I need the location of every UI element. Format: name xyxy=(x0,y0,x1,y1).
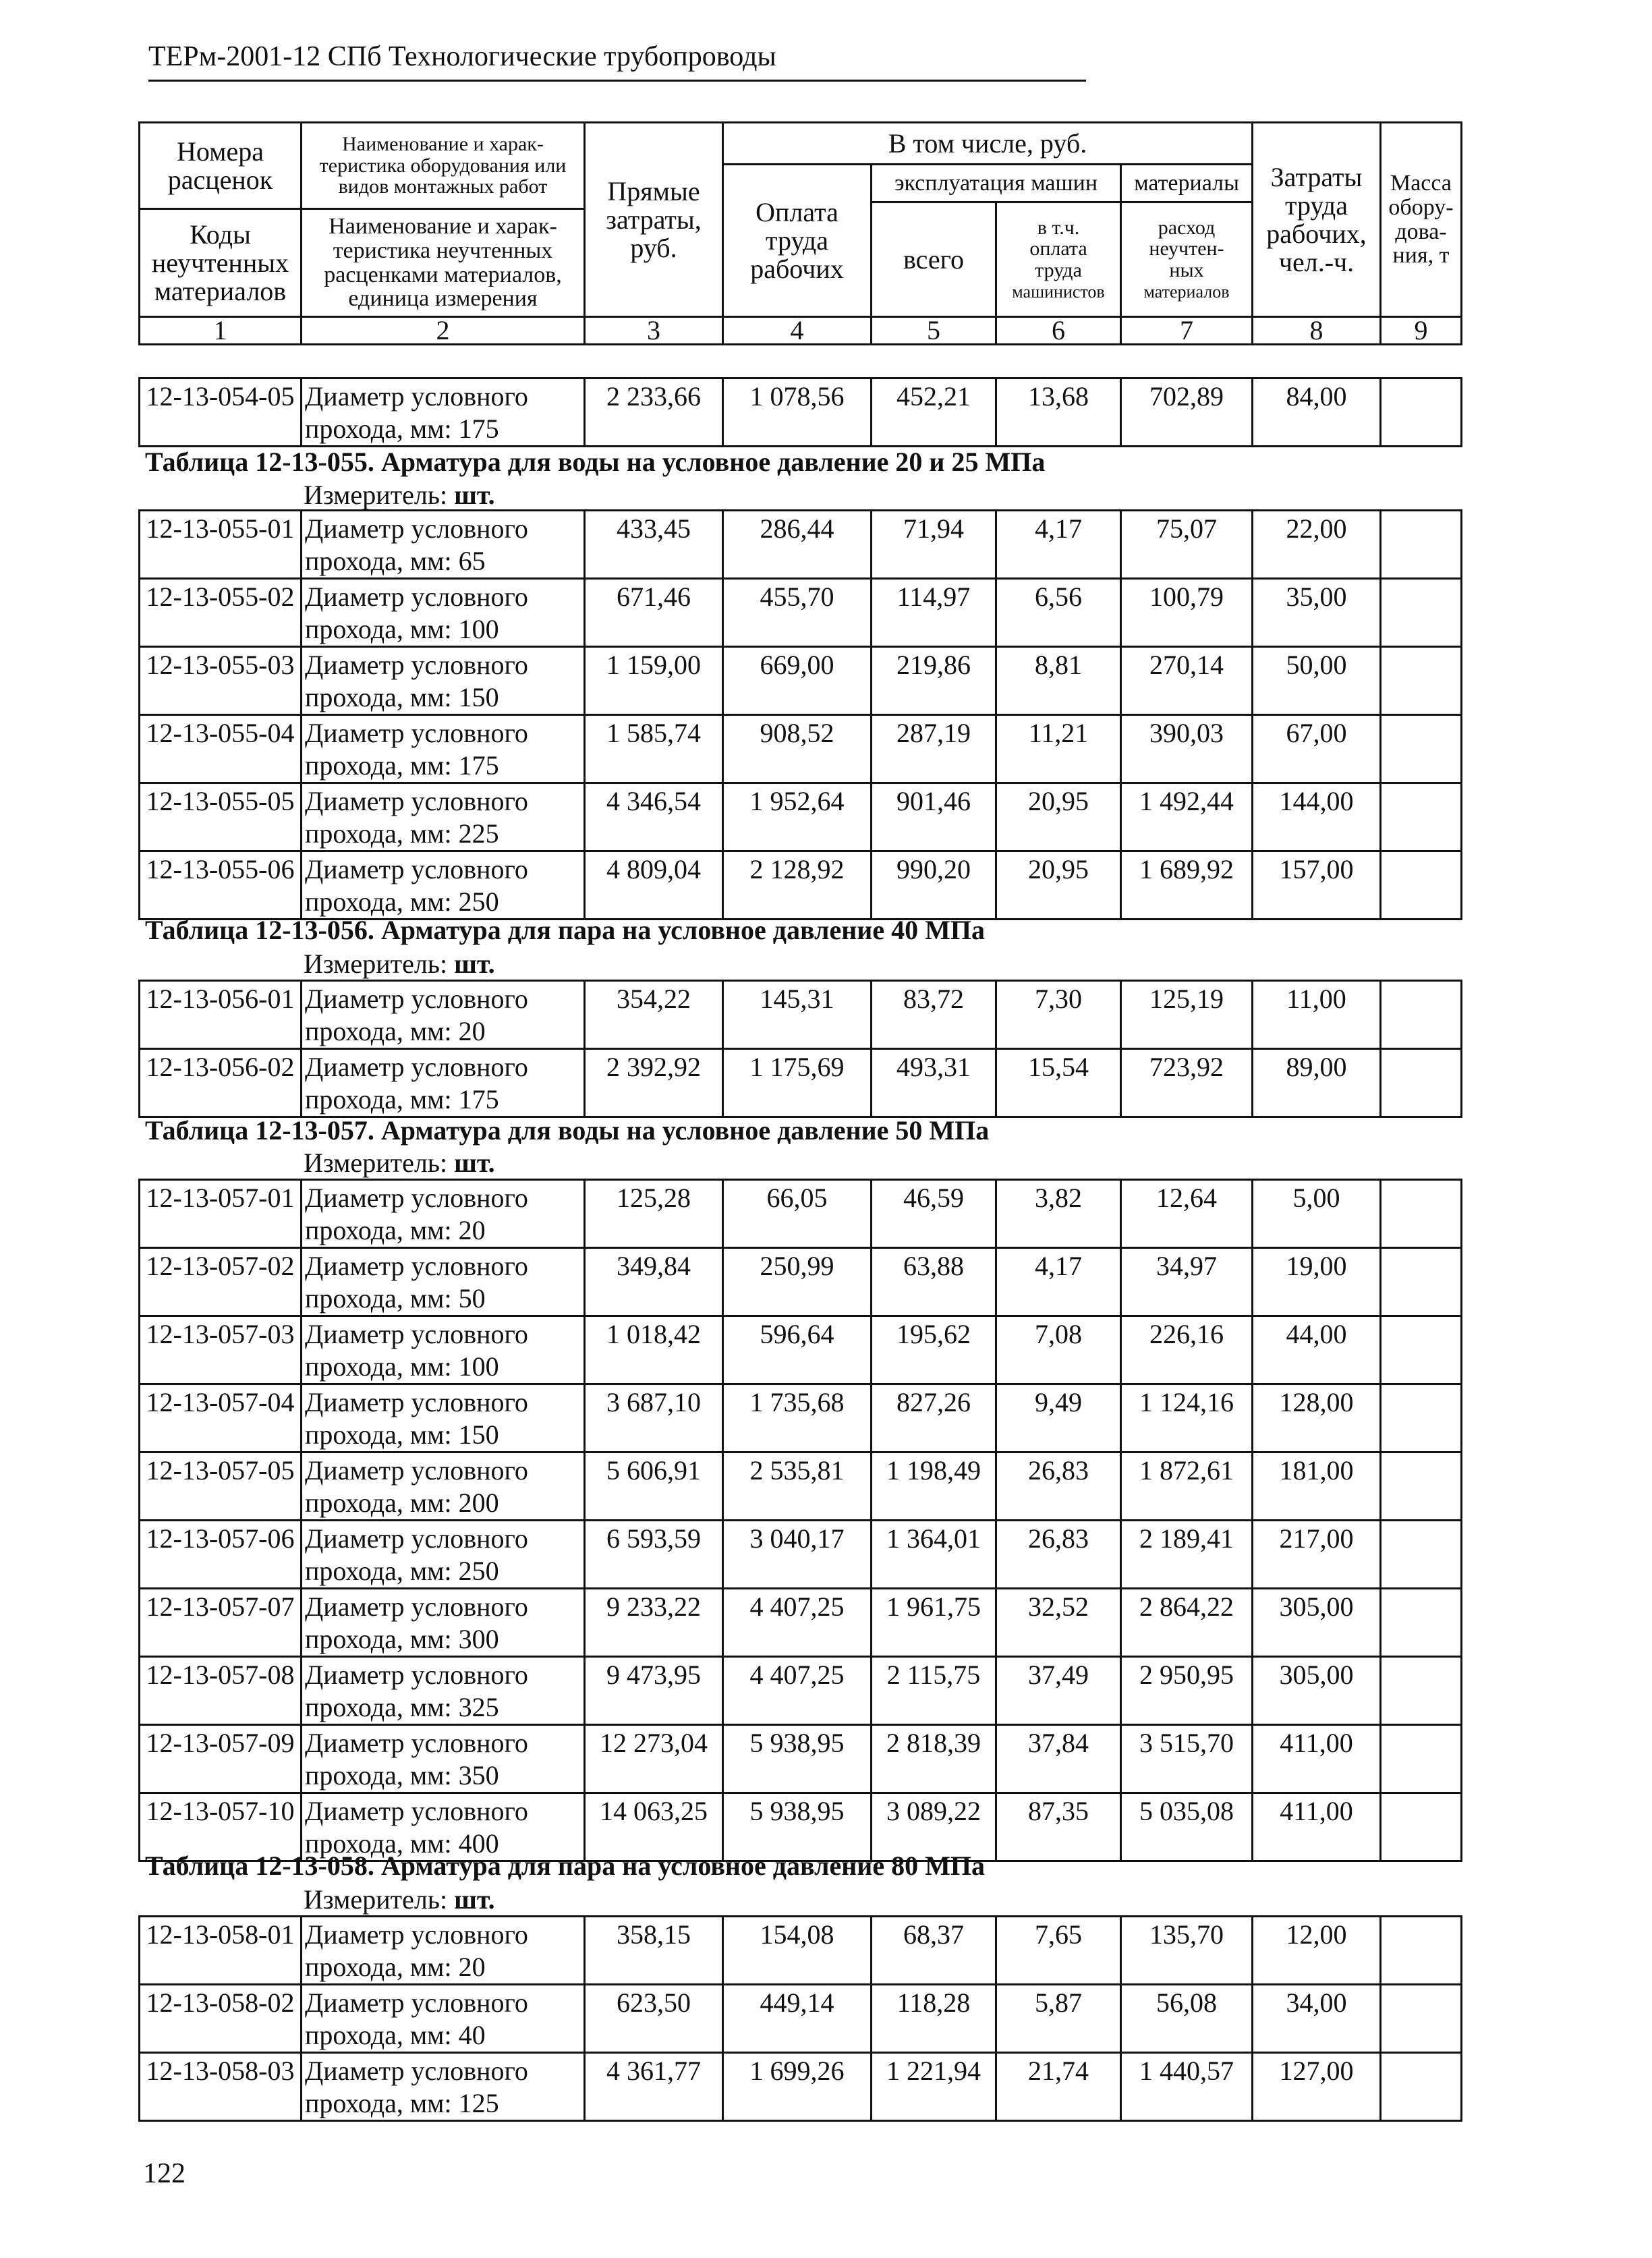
machines-total: 195,62 xyxy=(872,1316,996,1384)
work-name: Диаметр условного прохода, мм: 20 xyxy=(302,1917,585,1985)
machines-total: 827,26 xyxy=(872,1384,996,1452)
rate-code: 12-13-057-01 xyxy=(140,1180,302,1248)
equipment-mass xyxy=(1381,511,1462,579)
direct-costs: 12 273,04 xyxy=(585,1725,723,1793)
machinist-pay: 4,17 xyxy=(996,1248,1121,1316)
materials: 100,79 xyxy=(1121,579,1253,647)
worker-pay: 5 938,95 xyxy=(723,1793,872,1861)
direct-costs: 14 063,25 xyxy=(585,1793,723,1861)
direct-costs: 9 233,22 xyxy=(585,1589,723,1657)
labor-hours: 11,00 xyxy=(1253,981,1381,1049)
direct-costs: 125,28 xyxy=(585,1180,723,1248)
machinist-pay: 26,83 xyxy=(996,1452,1121,1521)
header-material-codes: Коды неучтенных материалов xyxy=(140,209,302,317)
direct-costs: 671,46 xyxy=(585,579,723,647)
labor-hours: 50,00 xyxy=(1253,647,1381,715)
work-name: Диаметр условного прохода, мм: 125 xyxy=(302,2053,585,2121)
table-caption-056: Таблица 12-13-056. Арматура для пара на условное давление 40 МПа xyxy=(145,915,985,945)
work-name: Диаметр условного прохода, мм: 150 xyxy=(302,647,585,715)
machines-total: 287,19 xyxy=(872,715,996,783)
machines-total: 1 221,94 xyxy=(872,2053,996,2121)
work-name: Диаметр условного прохода, мм: 225 xyxy=(302,783,585,851)
table-row xyxy=(140,981,1462,1049)
labor-hours: 12,00 xyxy=(1253,1917,1381,1985)
machines-total: 2 115,75 xyxy=(872,1657,996,1725)
work-name: Диаметр условного прохода, мм: 175 xyxy=(302,378,585,447)
materials: 2 189,41 xyxy=(1121,1521,1253,1589)
machines-total: 493,31 xyxy=(872,1049,996,1117)
equipment-mass xyxy=(1381,1657,1462,1725)
machinist-pay: 20,95 xyxy=(996,783,1121,851)
labor-hours: 19,00 xyxy=(1253,1248,1381,1316)
machinist-pay: 13,68 xyxy=(996,378,1121,447)
worker-pay: 250,99 xyxy=(723,1248,872,1316)
machinist-pay: 21,74 xyxy=(996,2053,1121,2121)
labor-hours: 44,00 xyxy=(1253,1316,1381,1384)
equipment-mass xyxy=(1381,1917,1462,1985)
rate-code: 12-13-057-02 xyxy=(140,1248,302,1316)
header-machinist-pay: в т.ч. оплата труда машинистов xyxy=(996,202,1121,317)
worker-pay: 455,70 xyxy=(723,579,872,647)
equipment-mass xyxy=(1381,715,1462,783)
materials: 723,92 xyxy=(1121,1049,1253,1117)
materials: 1 124,16 xyxy=(1121,1384,1253,1452)
work-name: Диаметр условного прохода, мм: 40 xyxy=(302,1985,585,2053)
materials: 2 864,22 xyxy=(1121,1589,1253,1657)
worker-pay: 1 735,68 xyxy=(723,1384,872,1452)
worker-pay: 4 407,25 xyxy=(723,1589,872,1657)
header-materials: материалы xyxy=(1121,165,1253,202)
table-row xyxy=(140,579,1462,647)
table-row xyxy=(140,715,1462,783)
equipment-mass xyxy=(1381,1725,1462,1793)
worker-pay: 2 535,81 xyxy=(723,1452,872,1521)
table-row xyxy=(140,1180,1462,1248)
direct-costs: 354,22 xyxy=(585,981,723,1049)
machines-total: 990,20 xyxy=(872,851,996,920)
machines-total: 71,94 xyxy=(872,511,996,579)
work-name: Диаметр условного прохода, мм: 350 xyxy=(302,1725,585,1793)
rate-code: 12-13-055-02 xyxy=(140,579,302,647)
equipment-mass xyxy=(1381,851,1462,920)
labor-hours: 127,00 xyxy=(1253,2053,1381,2121)
table-row xyxy=(140,2053,1462,2121)
worker-pay: 669,00 xyxy=(723,647,872,715)
header-labor-hours: Затраты труда рабочих, чел.-ч. xyxy=(1253,123,1381,317)
worker-pay: 1 175,69 xyxy=(723,1049,872,1117)
unit-label-057: Измеритель: шт. xyxy=(304,1148,495,1178)
machinist-pay: 8,81 xyxy=(996,647,1121,715)
direct-costs: 4 346,54 xyxy=(585,783,723,851)
table-row xyxy=(140,1452,1462,1521)
rate-code: 12-13-057-06 xyxy=(140,1521,302,1589)
machines-total: 2 818,39 xyxy=(872,1725,996,1793)
table-row xyxy=(140,378,1462,447)
machines-total: 1 364,01 xyxy=(872,1521,996,1589)
equipment-mass xyxy=(1381,647,1462,715)
direct-costs: 1 585,74 xyxy=(585,715,723,783)
rate-code: 12-13-057-04 xyxy=(140,1384,302,1452)
rate-code: 12-13-058-01 xyxy=(140,1917,302,1985)
materials: 34,97 xyxy=(1121,1248,1253,1316)
table-row xyxy=(140,1917,1462,1985)
unit-label-055: Измеритель: шт. xyxy=(304,480,495,510)
equipment-mass xyxy=(1381,1985,1462,2053)
work-name: Диаметр условного прохода, мм: 175 xyxy=(302,1049,585,1117)
table-row xyxy=(140,1384,1462,1452)
header-unaccounted-materials: расход неучтен- ных материалов xyxy=(1121,202,1253,317)
worker-pay: 908,52 xyxy=(723,715,872,783)
work-name: Диаметр условного прохода, мм: 100 xyxy=(302,579,585,647)
column-header-table xyxy=(138,121,1462,345)
work-name: Диаметр условного прохода, мм: 20 xyxy=(302,1180,585,1248)
equipment-mass xyxy=(1381,1180,1462,1248)
equipment-mass xyxy=(1381,1384,1462,1452)
direct-costs: 4 809,04 xyxy=(585,851,723,920)
work-name: Диаметр условного прохода, мм: 65 xyxy=(302,511,585,579)
rate-code: 12-13-055-05 xyxy=(140,783,302,851)
machines-total: 219,86 xyxy=(872,647,996,715)
table-12-13-058 xyxy=(138,1915,1462,2122)
table-row xyxy=(140,1049,1462,1117)
direct-costs: 4 361,77 xyxy=(585,2053,723,2121)
unit-label-056: Измеритель: шт. xyxy=(304,949,495,979)
machines-total: 1 961,75 xyxy=(872,1589,996,1657)
worker-pay: 5 938,95 xyxy=(723,1725,872,1793)
direct-costs: 6 593,59 xyxy=(585,1521,723,1589)
table-12-13-056 xyxy=(138,980,1462,1118)
machinist-pay: 20,95 xyxy=(996,851,1121,920)
work-name: Диаметр условного прохода, мм: 50 xyxy=(302,1248,585,1316)
rate-code: 12-13-056-02 xyxy=(140,1049,302,1117)
worker-pay: 1 699,26 xyxy=(723,2053,872,2121)
work-name: Диаметр условного прохода, мм: 325 xyxy=(302,1657,585,1725)
header-equipment-mass: Масса обору- дова- ния, т xyxy=(1381,123,1462,317)
table-caption-055: Таблица 12-13-055. Арматура для воды на условное давление 20 и 25 МПа xyxy=(145,447,1046,477)
table-row xyxy=(140,1248,1462,1316)
labor-hours: 22,00 xyxy=(1253,511,1381,579)
direct-costs: 1 018,42 xyxy=(585,1316,723,1384)
table-12-13-057 xyxy=(138,1179,1462,1862)
direct-costs: 1 159,00 xyxy=(585,647,723,715)
work-name: Диаметр условного прохода, мм: 250 xyxy=(302,851,585,920)
rate-code: 12-13-055-01 xyxy=(140,511,302,579)
materials: 125,19 xyxy=(1121,981,1253,1049)
machinist-pay: 9,49 xyxy=(996,1384,1121,1452)
labor-hours: 84,00 xyxy=(1253,378,1381,447)
table-row xyxy=(140,1657,1462,1725)
machines-total: 83,72 xyxy=(872,981,996,1049)
rate-code: 12-13-055-03 xyxy=(140,647,302,715)
labor-hours: 411,00 xyxy=(1253,1793,1381,1861)
header-work-description: Наименование и харак- теристика оборудования или видов монтажных работ xyxy=(302,123,585,209)
materials: 1 440,57 xyxy=(1121,2053,1253,2121)
labor-hours: 144,00 xyxy=(1253,783,1381,851)
equipment-mass xyxy=(1381,1521,1462,1589)
rate-code: 12-13-057-07 xyxy=(140,1589,302,1657)
direct-costs: 9 473,95 xyxy=(585,1657,723,1725)
rate-code: 12-13-058-03 xyxy=(140,2053,302,2121)
column-numbers-row: 1 2 3 4 5 6 7 8 9 xyxy=(140,317,1462,345)
table-row xyxy=(140,511,1462,579)
work-name: Диаметр условного прохода, мм: 400 xyxy=(302,1793,585,1861)
machinist-pay: 6,56 xyxy=(996,579,1121,647)
worker-pay: 1 078,56 xyxy=(723,378,872,447)
header-material-description: Наименование и харак- теристика неучтенных расценками материалов, единица измерения xyxy=(302,209,585,317)
equipment-mass xyxy=(1381,1248,1462,1316)
unit-label-058: Измеритель: шт. xyxy=(304,1884,495,1915)
equipment-mass xyxy=(1381,783,1462,851)
machinist-pay: 11,21 xyxy=(996,715,1121,783)
direct-costs: 5 606,91 xyxy=(585,1452,723,1521)
materials: 75,07 xyxy=(1121,511,1253,579)
machines-total: 68,37 xyxy=(872,1917,996,1985)
worker-pay: 2 128,92 xyxy=(723,851,872,920)
header-machines: эксплуатация машин xyxy=(872,165,1121,202)
work-name: Диаметр условного прохода, мм: 20 xyxy=(302,981,585,1049)
direct-costs: 2 233,66 xyxy=(585,378,723,447)
rate-code: 12-13-057-09 xyxy=(140,1725,302,1793)
labor-hours: 35,00 xyxy=(1253,579,1381,647)
rate-code: 12-13-055-06 xyxy=(140,851,302,920)
rate-code: 12-13-057-08 xyxy=(140,1657,302,1725)
machinist-pay: 3,82 xyxy=(996,1180,1121,1248)
materials: 702,89 xyxy=(1121,378,1253,447)
machinist-pay: 87,35 xyxy=(996,1793,1121,1861)
machinist-pay: 37,49 xyxy=(996,1657,1121,1725)
equipment-mass xyxy=(1381,1316,1462,1384)
machinist-pay: 15,54 xyxy=(996,1049,1121,1117)
header-worker-pay: Оплата труда рабочих xyxy=(723,165,872,317)
equipment-mass xyxy=(1381,1793,1462,1861)
labor-hours: 34,00 xyxy=(1253,1985,1381,2053)
equipment-mass xyxy=(1381,2053,1462,2121)
worker-pay: 145,31 xyxy=(723,981,872,1049)
materials: 5 035,08 xyxy=(1121,1793,1253,1861)
table-12-13-054 xyxy=(138,377,1462,447)
labor-hours: 181,00 xyxy=(1253,1452,1381,1521)
table-row xyxy=(140,1725,1462,1793)
machines-total: 901,46 xyxy=(872,783,996,851)
machines-total: 452,21 xyxy=(872,378,996,447)
table-caption-058: Таблица 12-13-058. Арматура для пара на условное давление 80 МПа xyxy=(145,1851,985,1881)
labor-hours: 157,00 xyxy=(1253,851,1381,920)
work-name: Диаметр условного прохода, мм: 200 xyxy=(302,1452,585,1521)
direct-costs: 3 687,10 xyxy=(585,1384,723,1452)
materials: 1 492,44 xyxy=(1121,783,1253,851)
equipment-mass xyxy=(1381,981,1462,1049)
header-machines-total: всего xyxy=(872,202,996,317)
direct-costs: 358,15 xyxy=(585,1917,723,1985)
materials: 226,16 xyxy=(1121,1316,1253,1384)
machines-total: 63,88 xyxy=(872,1248,996,1316)
header-rate-numbers: Номера расценок xyxy=(140,123,302,209)
worker-pay: 3 040,17 xyxy=(723,1521,872,1589)
machines-total: 114,97 xyxy=(872,579,996,647)
rate-code: 12-13-058-02 xyxy=(140,1985,302,2053)
table-row xyxy=(140,851,1462,920)
table-row xyxy=(140,1521,1462,1589)
machinist-pay: 7,65 xyxy=(996,1917,1121,1985)
equipment-mass xyxy=(1381,1589,1462,1657)
worker-pay: 449,14 xyxy=(723,1985,872,2053)
header-including: В том числе, руб. xyxy=(723,123,1253,165)
worker-pay: 1 952,64 xyxy=(723,783,872,851)
worker-pay: 286,44 xyxy=(723,511,872,579)
rate-code: 12-13-057-03 xyxy=(140,1316,302,1384)
labor-hours: 305,00 xyxy=(1253,1657,1381,1725)
table-12-13-055 xyxy=(138,509,1462,920)
rate-code: 12-13-054-05 xyxy=(140,378,302,447)
work-name: Диаметр условного прохода, мм: 100 xyxy=(302,1316,585,1384)
materials: 270,14 xyxy=(1121,647,1253,715)
direct-costs: 433,45 xyxy=(585,511,723,579)
worker-pay: 596,64 xyxy=(723,1316,872,1384)
header-direct-costs: Прямые затраты, руб. xyxy=(585,123,723,317)
worker-pay: 4 407,25 xyxy=(723,1657,872,1725)
machines-total: 3 089,22 xyxy=(872,1793,996,1861)
page-header: ТЕРм-2001-12 СПб Технологические трубопроводы xyxy=(148,39,1086,82)
work-name: Диаметр условного прохода, мм: 300 xyxy=(302,1589,585,1657)
equipment-mass xyxy=(1381,378,1462,447)
machines-total: 46,59 xyxy=(872,1180,996,1248)
direct-costs: 2 392,92 xyxy=(585,1049,723,1117)
equipment-mass xyxy=(1381,1049,1462,1117)
rate-code: 12-13-055-04 xyxy=(140,715,302,783)
machinist-pay: 26,83 xyxy=(996,1521,1121,1589)
worker-pay: 154,08 xyxy=(723,1917,872,1985)
labor-hours: 411,00 xyxy=(1253,1725,1381,1793)
work-name: Диаметр условного прохода, мм: 250 xyxy=(302,1521,585,1589)
equipment-mass xyxy=(1381,579,1462,647)
materials: 390,03 xyxy=(1121,715,1253,783)
materials: 1 689,92 xyxy=(1121,851,1253,920)
machinist-pay: 4,17 xyxy=(996,511,1121,579)
materials: 56,08 xyxy=(1121,1985,1253,2053)
rate-code: 12-13-056-01 xyxy=(140,981,302,1049)
equipment-mass xyxy=(1381,1452,1462,1521)
worker-pay: 66,05 xyxy=(723,1180,872,1248)
materials: 2 950,95 xyxy=(1121,1657,1253,1725)
labor-hours: 67,00 xyxy=(1253,715,1381,783)
labor-hours: 128,00 xyxy=(1253,1384,1381,1452)
materials: 12,64 xyxy=(1121,1180,1253,1248)
page-number: 122 xyxy=(143,2158,186,2189)
machinist-pay: 5,87 xyxy=(996,1985,1121,2053)
table-caption-057: Таблица 12-13-057. Арматура для воды на условное давление 50 МПа xyxy=(145,1115,990,1146)
materials: 1 872,61 xyxy=(1121,1452,1253,1521)
work-name: Диаметр условного прохода, мм: 150 xyxy=(302,1384,585,1452)
machinist-pay: 7,08 xyxy=(996,1316,1121,1384)
work-name: Диаметр условного прохода, мм: 175 xyxy=(302,715,585,783)
labor-hours: 89,00 xyxy=(1253,1049,1381,1117)
direct-costs: 623,50 xyxy=(585,1985,723,2053)
machinist-pay: 7,30 xyxy=(996,981,1121,1049)
labor-hours: 217,00 xyxy=(1253,1521,1381,1589)
table-row xyxy=(140,1985,1462,2053)
direct-costs: 349,84 xyxy=(585,1248,723,1316)
rate-code: 12-13-057-10 xyxy=(140,1793,302,1861)
machines-total: 1 198,49 xyxy=(872,1452,996,1521)
materials: 135,70 xyxy=(1121,1917,1253,1985)
table-row xyxy=(140,783,1462,851)
machinist-pay: 32,52 xyxy=(996,1589,1121,1657)
table-row xyxy=(140,1316,1462,1384)
machinist-pay: 37,84 xyxy=(996,1725,1121,1793)
labor-hours: 305,00 xyxy=(1253,1589,1381,1657)
table-row xyxy=(140,1589,1462,1657)
table-row xyxy=(140,647,1462,715)
labor-hours: 5,00 xyxy=(1253,1180,1381,1248)
rate-code: 12-13-057-05 xyxy=(140,1452,302,1521)
materials: 3 515,70 xyxy=(1121,1725,1253,1793)
machines-total: 118,28 xyxy=(872,1985,996,2053)
